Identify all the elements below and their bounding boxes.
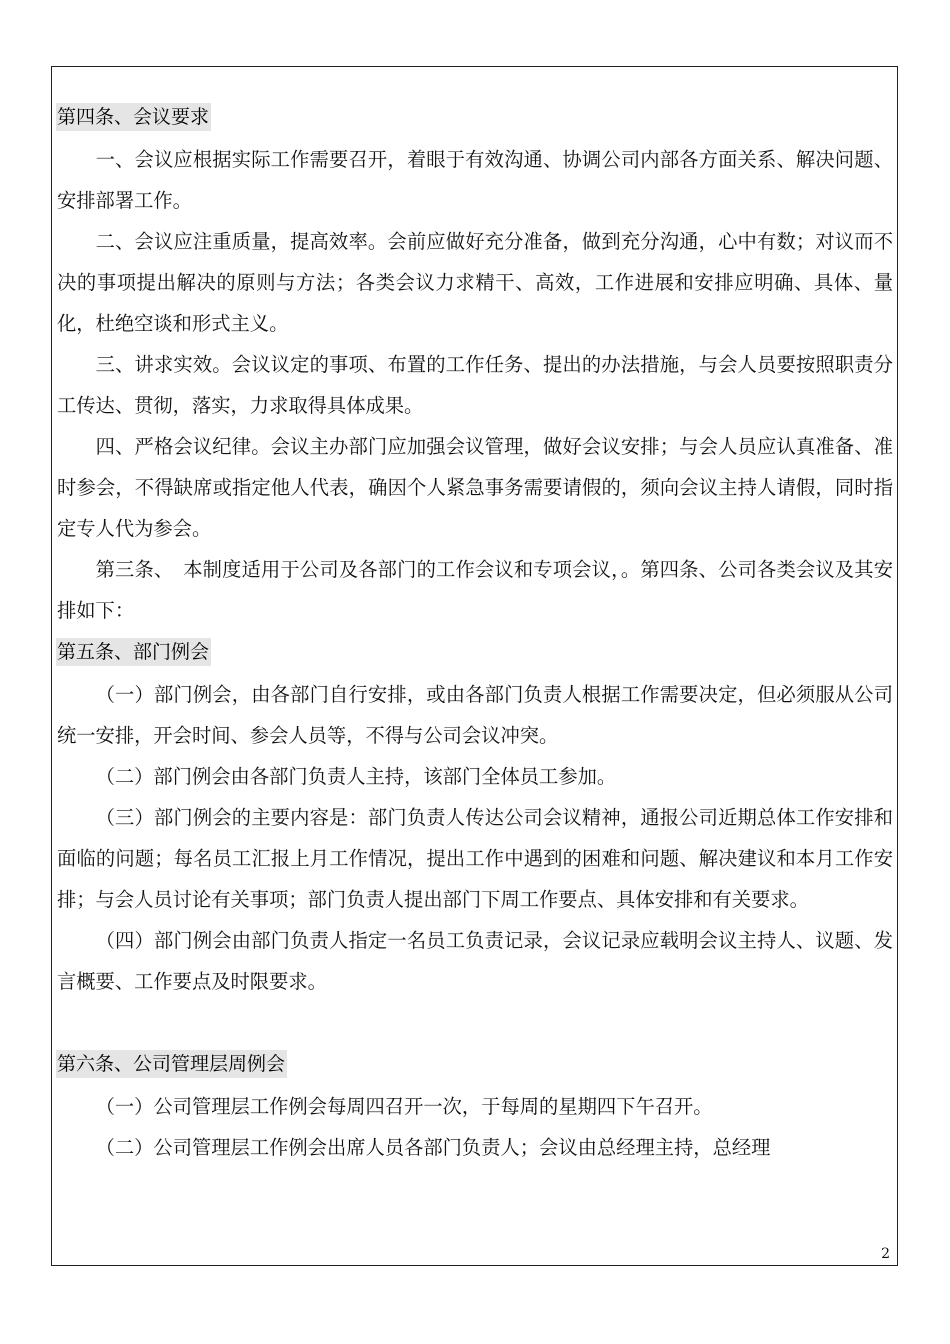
page-number: 2: [881, 1246, 890, 1262]
paragraph: （二）公司管理层工作例会出席人员各部门负责人；会议由总经理主持，总经理: [95, 1136, 771, 1159]
paragraph: （二）部门例会由各部门负责人主持，该部门全体员工参加。: [95, 765, 617, 788]
section-meeting-requirements: [57, 96, 893, 631]
section-heading: 第六条、公司管理层周例会: [56, 1050, 287, 1078]
section-department-meeting: [57, 631, 893, 1002]
paragraph: 第三条、 本制度适用于公司及各部门的工作会议和专项会议，。第四条、公司各类会议及其安排如下：: [57, 558, 893, 622]
paragraph: （四）部门例会由部门负责人指定一名员工负责记录，会议记录应载明会议主持人、议题、发言概要、工作要点及时限要求。: [57, 929, 893, 993]
section-heading: 第四条、会议要求: [56, 103, 211, 131]
paragraph: 二、会议应注重质量，提高效率。会前应做好充分准备，做到充分沟通，心中有数；对议而不决的事项提出解决的原则与方法；各类会议力求精干、高效，工作进展和安排应明确、具体、量化，杜绝空谈和形式主义。: [57, 230, 893, 335]
paragraph: （一）公司管理层工作例会每周四召开一次，于每周的星期四下午召开。: [95, 1095, 713, 1118]
paragraph: 一、会议应根据实际工作需要召开，着眼于有效沟通、协调公司内部各方面关系、解决问题、安排部署工作。: [57, 148, 893, 212]
paragraph: 三、讲求实效。会议议定的事项、布置的工作任务、提出的办法措施，与会人员要按照职责分工传达、贯彻，落实，力求取得具体成果。: [57, 353, 893, 417]
paragraph: 四、严格会议纪律。会议主办部门应加强会议管理，做好会议安排；与会人员应认真准备、准时参会，不得缺席或指定他人代表，确因个人紧急事务需要请假的，须向会议主持人请假，同时指定专人代为参会。: [57, 435, 893, 540]
paragraph: （三）部门例会的主要内容是：部门负责人传达公司会议精神，通报公司近期总体工作安排和面临的问题；每名员工汇报上月工作情况，提出工作中遇到的困难和问题、解决建议和本月工作安排；与会人员讨论有关事项；部门负责人提出部门下周工作要点、具体安排和有关要求。: [57, 806, 893, 911]
document-body: [57, 96, 893, 1168]
paragraph: （一）部门例会，由各部门自行安排，或由各部门负责人根据工作需要决定，但必须服从公司统一安排，开会时间、参会人员等，不得与公司会议冲突。: [57, 683, 893, 747]
section-heading: 第五条、部门例会: [56, 638, 211, 666]
blank-line: [57, 1002, 893, 1043]
section-management-weekly-meeting: [57, 1043, 893, 1168]
